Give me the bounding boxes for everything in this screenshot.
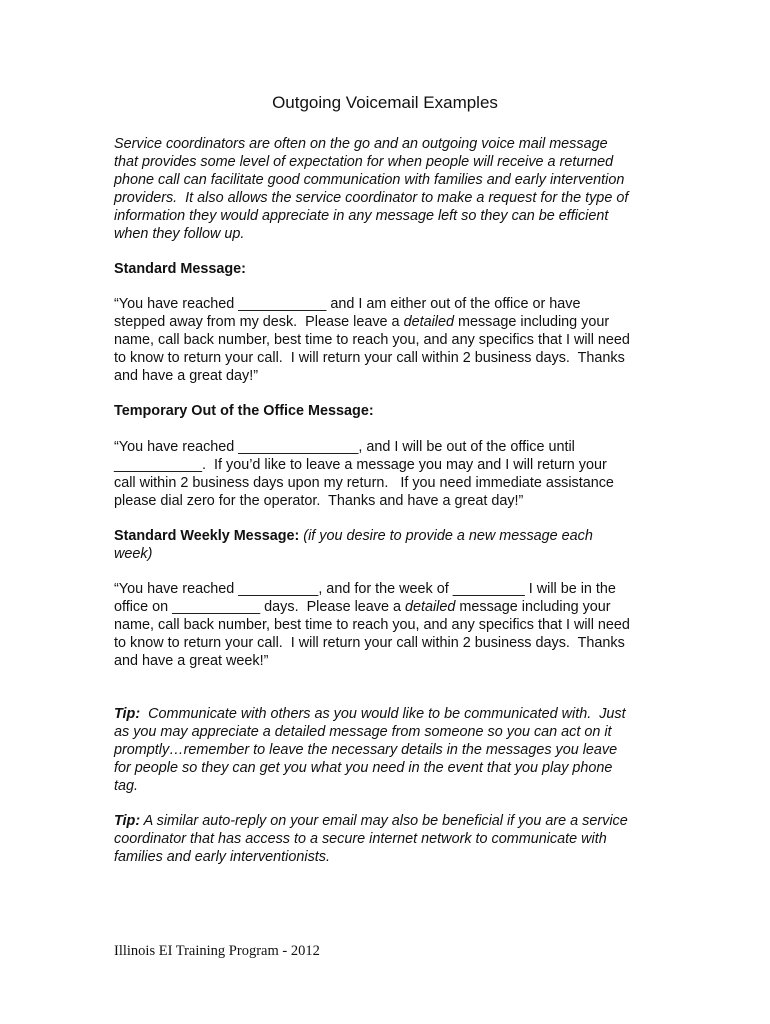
weekly-heading-label: Standard Weekly Message: [114, 528, 300, 544]
intro-line: information they would appreciate in any message left so they can be efficient [114, 207, 609, 224]
intro-line: phone call can facilitate good communication with families and early intervention [114, 171, 625, 188]
weekly-line: name, call back number, best time to reach you, and any specifics that I will need [114, 616, 630, 633]
standard-heading: Standard Message: [114, 261, 246, 277]
weekly-line: and have a great week!” [114, 652, 269, 669]
weekly-line: “You have reached __________, and for the week of _________ I will be in the [114, 581, 616, 597]
tip-label: Tip: [114, 706, 141, 722]
tip-text: Communicate with others as you would like to be communicated with. Just [140, 706, 626, 722]
standard-line-part: stepped away from my desk. Please leave a [114, 313, 404, 330]
weekly-heading-note: (if you desire to provide a new message each [299, 528, 593, 544]
detailed-emphasis: detailed [403, 313, 454, 330]
page-footer: Illinois EI Training Program - 2012 [114, 943, 320, 959]
standard-line [114, 314, 674, 332]
weekly-heading [114, 528, 674, 564]
tip-line: families and early interventionists. [114, 848, 330, 865]
detailed-emphasis: detailed [404, 598, 456, 615]
standard-line: and have a great day!” [114, 367, 259, 384]
standard-line: “You have reached ___________ and I am either out of the office or have [114, 296, 581, 312]
standard-message [114, 296, 674, 386]
intro-line: Service coordinators are often on the go and an outgoing voice mail message [114, 136, 608, 152]
temporary-line: please dial zero for the operator. Thanks and have a great day!” [114, 492, 524, 509]
temporary-line: call within 2 business days upon my return. If you need immediate assistance [114, 474, 614, 491]
intro-line: providers. It also allows the service coordinator to make a request for the type of [114, 189, 629, 206]
temporary-line: “You have reached _______________, and I will be out of the office until [114, 439, 575, 455]
intro-line: that provides some level of expectation for when people will receive a returned [114, 153, 614, 170]
standard-line: name, call back number, best time to reach you, and any specifics that I will need [114, 331, 630, 348]
temporary-heading: Temporary Out of the Office Message: [114, 403, 374, 419]
temporary-line: ___________. If you’d like to leave a message you may and I will return your [114, 456, 607, 473]
intro-paragraph [114, 136, 674, 243]
tip-line [114, 813, 674, 831]
page-title: Outgoing Voicemail Examples [272, 93, 498, 112]
temporary-message [114, 439, 674, 511]
standard-line-part: message including your [453, 313, 610, 330]
tip-paragraph-1 [114, 706, 674, 796]
intro-line: when they follow up. [114, 225, 245, 242]
weekly-heading-line [114, 528, 674, 546]
tip-line: as you may appreciate a detailed message from someone so you can act on it [114, 723, 612, 740]
weekly-message [114, 581, 674, 671]
weekly-line-part: message including your [455, 598, 611, 615]
tip-line: coordinator that has access to a secure internet network to communicate with [114, 830, 607, 847]
tip-paragraph-2 [114, 813, 674, 867]
tip-line [114, 706, 674, 724]
tip-line: promptly…remember to leave the necessary details in the messages you leave [114, 741, 618, 758]
tip-label: Tip: [114, 813, 141, 829]
tip-line: tag. [114, 777, 139, 794]
standard-line: to know to return your call. I will return your call within 2 business days. Thanks [114, 349, 625, 366]
tip-text: A similar auto-reply on your email may also be beneficial if you are a service [140, 813, 628, 829]
weekly-line [114, 599, 674, 617]
weekly-heading-note: week) [114, 545, 153, 562]
tip-line: for people so they can get you what you need in the event that you play phone [114, 759, 613, 776]
weekly-line: to know to return your call. I will return your call within 2 business days. Thanks [114, 634, 625, 651]
weekly-line-part: office on ___________ days. Please leave a [114, 598, 405, 615]
